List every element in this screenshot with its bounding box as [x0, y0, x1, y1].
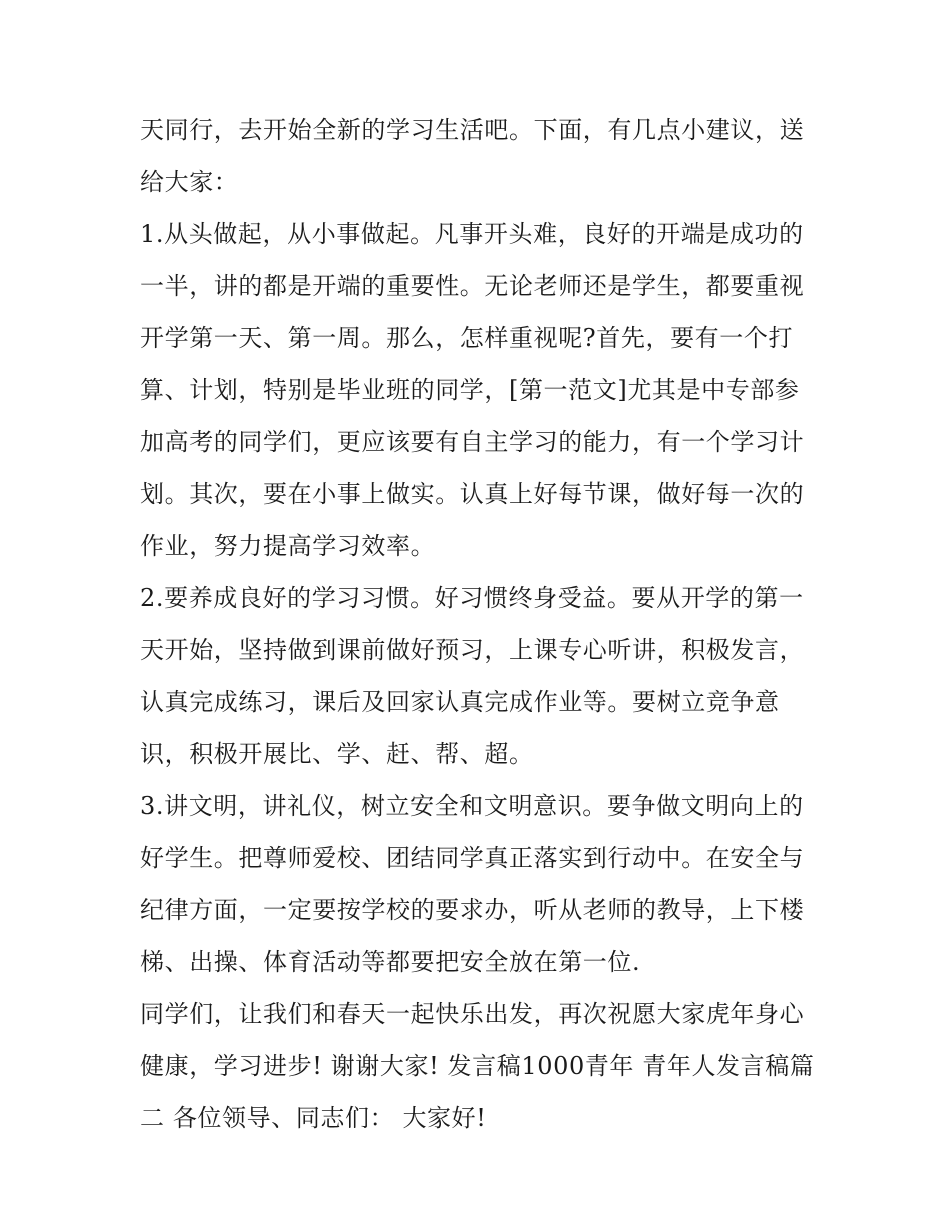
text-line: 纪律方面，一定要按学校的要求办，听从老师的教导，上下楼: [140, 896, 805, 924]
text-line: 给大家：: [140, 168, 239, 196]
text-line: 加高考的同学们，更应该要有自主学习的能力，有一个学习计: [140, 428, 805, 456]
text-line: 一半，讲的都是开端的重要性。无论老师还是学生，都要重视: [140, 272, 805, 300]
text-line: 算、计划，特别是毕业班的同学，[第一范文]尤其是中专部参: [140, 376, 800, 404]
text-line: 作业，努力提高学习效率。: [140, 532, 436, 560]
text-line: 天开始，坚持做到课前做好预习，上课专心听讲，积极发言，: [140, 636, 805, 664]
text-line: 开学第一天、第一周。那么，怎样重视呢?首先，要有一个打: [140, 324, 794, 352]
text-line: 3.讲文明，讲礼仪，树立安全和文明意识。要争做文明向上的: [140, 792, 804, 820]
text-line: 梯、出操、体育活动等都要把安全放在第一位.: [140, 948, 641, 976]
text-line: 1.从头做起，从小事做起。凡事开头难，良好的开端是成功的: [140, 220, 804, 248]
text-line: 认真完成练习，课后及回家认真完成作业等。要树立竞争意: [140, 688, 780, 716]
text-line: 2.要养成良好的学习习惯。好习惯终身受益。要从开学的第一: [140, 584, 804, 612]
text-line: 同学们，让我们和春天一起快乐出发，再次祝愿大家虎年身心: [140, 1000, 805, 1028]
text-line: 划。其次，要在小事上做实。认真上好每节课，做好每一次的: [140, 480, 805, 508]
text-line: 识，积极开展比、学、赶、帮、超。: [140, 740, 534, 768]
document-body: [140, 104, 820, 1144]
text-line: 二 各位领导、同志们： 大家好!: [140, 1104, 487, 1132]
text-line: 天同行，去开始全新的学习生活吧。下面，有几点小建议，送: [140, 116, 805, 144]
text-line: 好学生。把尊师爱校、团结同学真正落实到行动中。在安全与: [140, 844, 805, 872]
text-line: 健康，学习进步! 谢谢大家! 发言稿1000青年 青年人发言稿篇: [140, 1052, 815, 1080]
